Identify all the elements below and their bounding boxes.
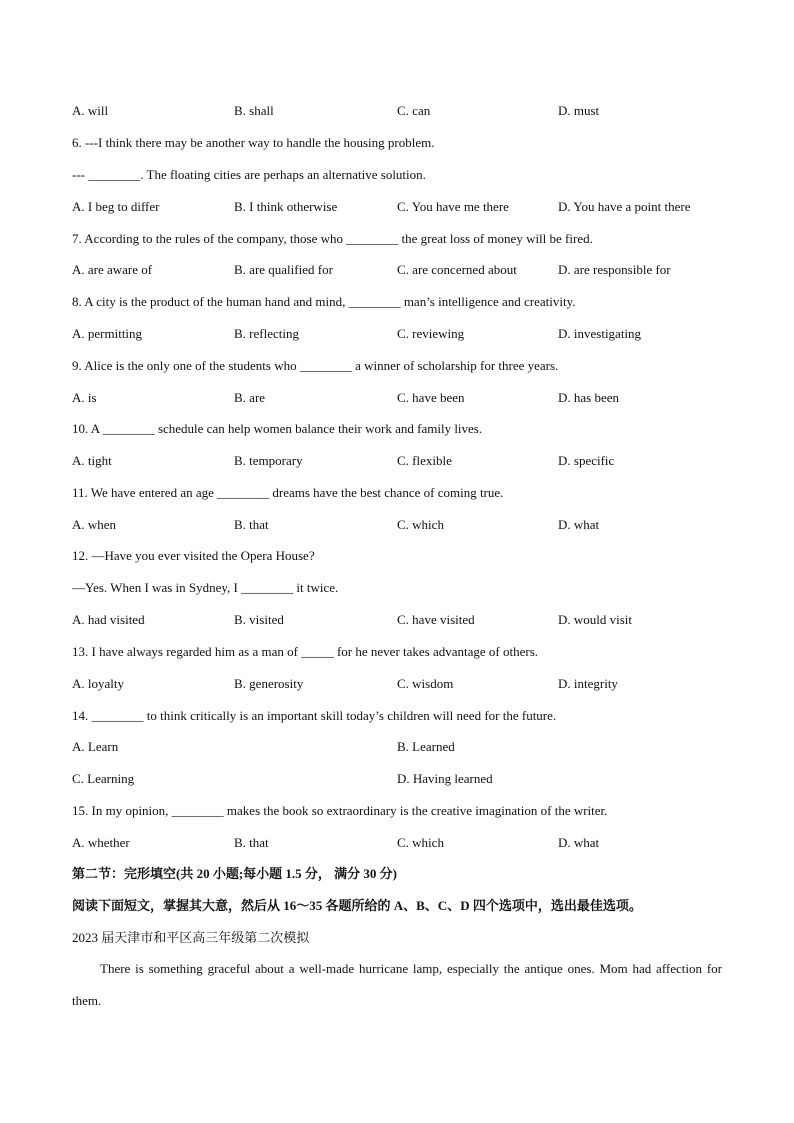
question-8-stem: 8. A city is the product of the human hand and mind, ________ man’s intelligence and creativity.: [72, 294, 576, 309]
option-d: D. what: [558, 517, 600, 532]
question-9-stem: 9. Alice is the only one of the students who ________ a winner of scholarship for three years.: [72, 358, 559, 373]
option-b: B. that: [234, 517, 269, 532]
question-12-stem: 12. —Have you ever visited the Opera House?: [72, 548, 315, 563]
option-b: B. that: [234, 835, 269, 850]
option-c: C. are concerned about: [397, 262, 517, 277]
question-6-response: --- ________. The floating cities are perhaps an alternative solution.: [72, 167, 426, 182]
option-b: B. are: [234, 390, 266, 405]
option-c: C. which: [397, 835, 444, 850]
question-15-options: [72, 836, 722, 854]
option-c: C. have been: [397, 390, 465, 405]
option-a: A. had visited: [72, 612, 145, 627]
option-c: C. Learning: [72, 771, 135, 786]
option-d: D. integrity: [558, 676, 618, 691]
option-d: D. must: [558, 103, 600, 118]
question-13-stem: 13. I have always regarded him as a man of _____ for he never takes advantage of others.: [72, 644, 539, 659]
question-6-stem: 6. ---I think there may be another way to handle the housing problem.: [72, 135, 435, 150]
option-d: D. has been: [558, 390, 620, 405]
passage-paragraph: There is something graceful about a well-made hurricane lamp, especially the antique ones. Mom had affection for them.: [72, 961, 722, 1008]
option-b: B. temporary: [234, 453, 303, 468]
option-d: D. are responsible for: [558, 262, 671, 277]
option-c: C. You have me there: [397, 199, 509, 214]
option-b: B. Learned: [397, 739, 455, 754]
option-a: A. permitting: [72, 326, 143, 341]
option-d: D. You have a point there: [558, 199, 691, 214]
question-14-options-row-2: [72, 772, 722, 790]
option-d: D. investigating: [558, 326, 642, 341]
passage-source: 2023 届天津市和平区高三年级第二次模拟: [72, 930, 310, 945]
question-5-options: [72, 104, 722, 122]
option-c: C. reviewing: [397, 326, 465, 341]
option-d: D. specific: [558, 453, 615, 468]
question-6-options: [72, 200, 722, 218]
option-a: A. loyalty: [72, 676, 124, 691]
option-a: A. Learn: [72, 739, 119, 754]
question-7-options: [72, 263, 722, 281]
option-a: A. are aware of: [72, 262, 153, 277]
question-7-stem: 7. According to the rules of the company, those who ________ the great loss of money will be fired.: [72, 231, 593, 246]
question-10-stem: 10. A ________ schedule can help women balance their work and family lives.: [72, 421, 483, 436]
question-9-options: [72, 391, 722, 409]
option-a: A. is: [72, 390, 97, 405]
option-c: C. wisdom: [397, 676, 454, 691]
question-8-options: [72, 327, 722, 345]
option-c: C. have visited: [397, 612, 475, 627]
question-14-options-row-1: [72, 740, 722, 758]
question-11-stem: 11. We have entered an age ________ dreams have the best chance of coming true.: [72, 485, 504, 500]
option-a: A. when: [72, 517, 117, 532]
question-15-stem: 15. In my opinion, ________ makes the book so extraordinary is the creative imagination of the writer.: [72, 803, 608, 818]
section-heading: 第二节：完形填空(共 20 小题;每小题 1.5 分， 满分 30 分): [72, 866, 397, 881]
option-b: B. are qualified for: [234, 262, 333, 277]
option-b: B. I think otherwise: [234, 199, 338, 214]
question-10-options: [72, 454, 722, 472]
option-a: A. I beg to differ: [72, 199, 160, 214]
option-a: A. will: [72, 103, 109, 118]
question-14-stem: 14. ________ to think critically is an important skill today’s children will need for the future.: [72, 708, 557, 723]
option-a: A. tight: [72, 453, 112, 468]
section-instructions: 阅读下面短文，掌握其大意，然后从 16～35 各题所给的 A、B、C、D 四个选项中，选出最佳选项。: [72, 898, 642, 913]
option-b: B. reflecting: [234, 326, 299, 341]
question-12-response: —Yes. When I was in Sydney, I ________ it twice.: [72, 580, 339, 595]
option-b: B. generosity: [234, 676, 304, 691]
option-c: C. can: [397, 103, 431, 118]
option-d: D. what: [558, 835, 600, 850]
option-c: C. flexible: [397, 453, 452, 468]
option-c: C. which: [397, 517, 444, 532]
question-13-options: [72, 677, 722, 695]
option-a: A. whether: [72, 835, 130, 850]
option-b: B. visited: [234, 612, 284, 627]
option-b: B. shall: [234, 103, 274, 118]
option-d: D. would visit: [558, 612, 633, 627]
option-d: D. Having learned: [397, 771, 493, 786]
question-12-options: [72, 613, 722, 631]
question-11-options: [72, 518, 722, 536]
